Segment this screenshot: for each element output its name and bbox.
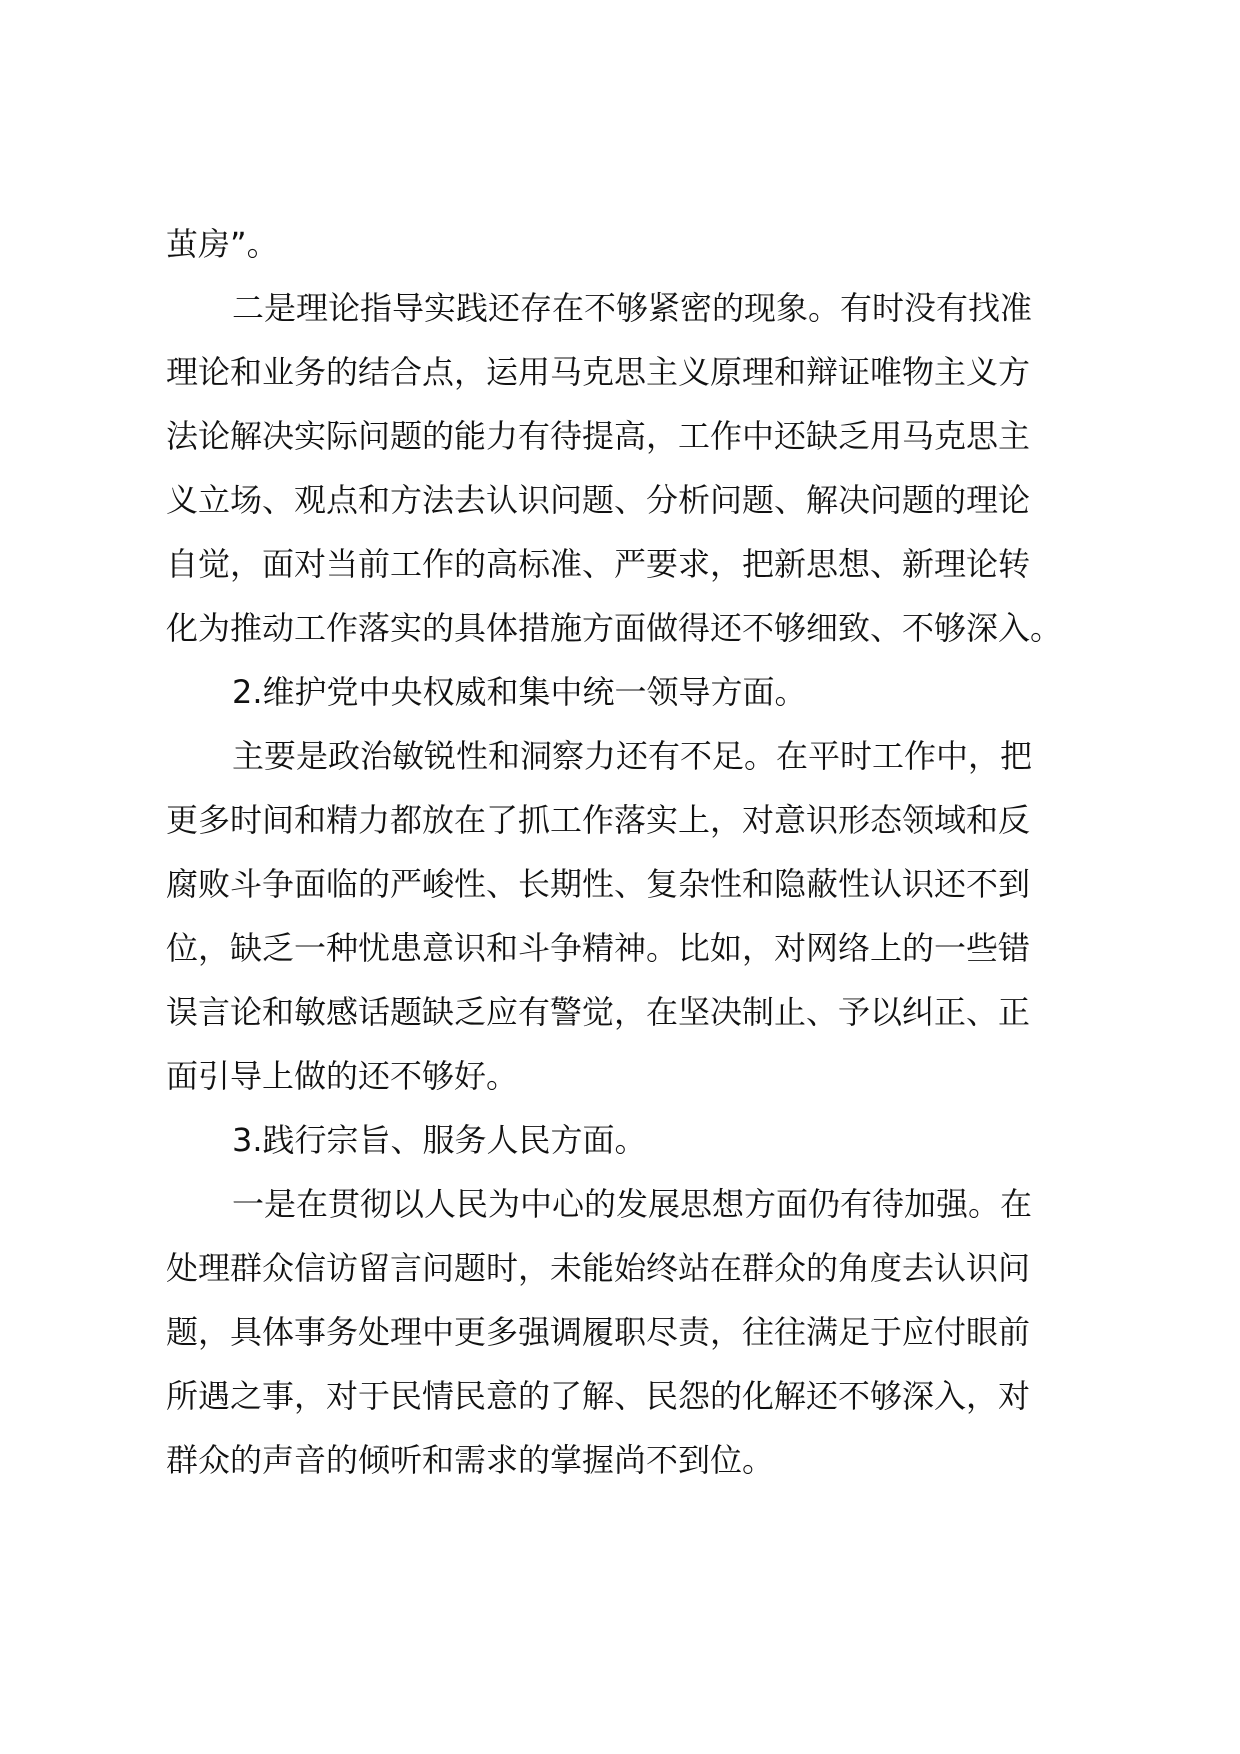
paragraph-line: 茧房”。 — [166, 225, 279, 263]
paragraph-line: 化为推动工作落实的具体措施方面做得还不够细致、不够深入。 — [166, 609, 1063, 647]
paragraph-line: 自觉，面对当前工作的高标准、严要求，把新思想、新理论转 — [166, 545, 1031, 583]
paragraph-line: 处理群众信访留言问题时，未能始终站在群众的角度去认识问 — [166, 1249, 1031, 1287]
paragraph-line: 题，具体事务处理中更多强调履职尽责，往往满足于应付眼前 — [166, 1313, 1031, 1351]
paragraph-line: 更多时间和精力都放在了抓工作落实上，对意识形态领域和反 — [166, 801, 1031, 839]
paragraph-line: 理论和业务的结合点，运用马克思主义原理和辩证唯物主义方 — [166, 353, 1031, 391]
paragraph-line: 误言论和敏感话题缺乏应有警觉，在坚决制止、予以纠正、正 — [166, 993, 1031, 1031]
paragraph-line: 主要是政治敏锐性和洞察力还有不足。在平时工作中，把 — [232, 737, 1033, 775]
paragraph-line: 腐败斗争面临的严峻性、长期性、复杂性和隐蔽性认识还不到 — [166, 865, 1031, 903]
paragraph-line: 面引导上做的还不够好。 — [166, 1057, 519, 1095]
paragraph-line: 法论解决实际问题的能力有待提高，工作中还缺乏用马克思主 — [166, 417, 1031, 455]
paragraph-line: 群众的声音的倾听和需求的掌握尚不到位。 — [166, 1441, 775, 1479]
paragraph-line: 所遇之事，对于民情民意的了解、民怨的化解还不够深入，对 — [166, 1377, 1031, 1415]
paragraph-line: 二是理论指导实践还存在不够紧密的现象。有时没有找准 — [232, 289, 1033, 327]
document-body — [166, 212, 1096, 1492]
paragraph-line: 一是在贯彻以人民为中心的发展思想方面仍有待加强。在 — [232, 1185, 1033, 1223]
section-heading: 3.践行宗旨、服务人民方面。 — [232, 1121, 647, 1159]
section-heading: 2.维护党中央权威和集中统一领导方面。 — [232, 673, 807, 711]
paragraph-line: 位，缺乏一种忧患意识和斗争精神。比如，对网络上的一些错 — [166, 929, 1031, 967]
paragraph-line: 义立场、观点和方法去认识问题、分析问题、解决问题的理论 — [166, 481, 1031, 519]
